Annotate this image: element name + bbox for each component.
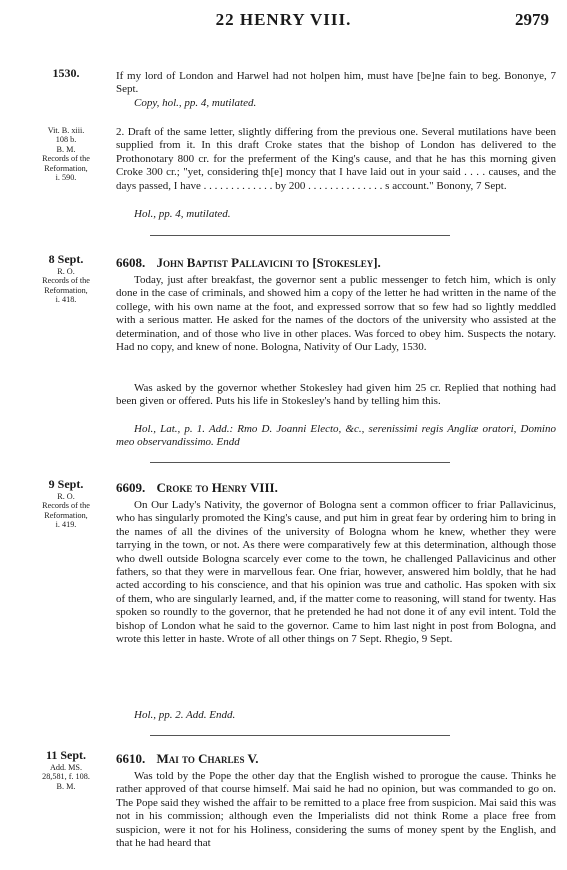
entry-4-margin: [26, 477, 106, 530]
entry-2-ref-line: Vit. B. xiii.: [47, 126, 85, 135]
entry-3-paragraph-1: Today, just after breakfast, the governor sent a public messenger to fetch him, which is only done in the case of criminals, and showed him a copy of the letter he had written in the name of the college, with his own name at the foot, and expressed sorrow that so few had so lightly meddled with a serious matter. He asked for the names of the doctors of the university who assisted at the determination, and of those who live in other places. Was forced to obey him. Suspects the notary. Had no copy, and knew of none. Bologna, Nativity of Our Lady, 1530.: [116, 274, 556, 354]
entry-4-paragraph-1: On Our Lady's Nativity, the governor of Bologna sent a common officer to friar Pallavicinus, who has singularly promoted the King's cause, and put him in great fear by ordering him to bring in the names of all the divines of the university of Bologna whom he knew, whether they were tarrying in the town, or not. As there were comparatively few at this determination, although those who dwell outside Bologna scarcely ever come to the town, he challenged Pallavicinus and other fathers, so that they were in marvellous fear. One friar, however, answered him boldly, that he had acted according to his conscience, and that his opinion was true and catholic. Has spoken with six of them, who are singularly learned, and, if the matter come to reasoning, will stand for twenty. Has spoken so roundly to the governor, that he pretended he had not done it of any evil intent. Told the bishop of London what he said to the governor. Came to him last night in post from Bologna, and wrote this letter in haste. Wrote of all other things on 7 Sept. Rhegio, 9 Sept.: [116, 499, 556, 646]
entry-2-text: 2. Draft of the same letter, slightly differing from the previous one. Several mutilations have been supplied from it. In this draft Croke states that the bishop of London has delivered to the Prothonotary 800 cr. for the preferment of the King's cause, and that he has this morning given Croke 300 cr.; "yet, considering th[e] moncy that I have laid out in your said . . . . causes, and the days passed, I have . . . . . . . . . . . . . by 200 . . . . . . . . . . . . . . s account." Bonony, 7 Sept.: [116, 126, 556, 192]
entry-2-ref-line: B. M.: [56, 144, 76, 154]
entry-4-ref-line: R. O.: [57, 492, 75, 501]
entry-5-ref-line: Add. MS.: [49, 763, 83, 772]
entry-5-title: Mai to Charles V.: [156, 751, 259, 766]
entry-4-ref-line: i. 419.: [55, 520, 77, 530]
entry-2-margin: [26, 126, 106, 182]
entry-4-ref-line: Records of the: [42, 501, 90, 511]
entry-3-ref-line: Reformation,: [44, 285, 88, 295]
entry-3-paragraph-2: Was asked by the governor whether Stokesley had given him 25 cr. Replied that nothing had been given or offered. Puts his life in Stokesley's hand by telling him this.: [116, 382, 556, 408]
entry-2-ref-line: Records of the: [42, 154, 90, 164]
entry-5-paragraph-1: Was told by the Pope the other day that the English wished to prorogue the cause. Thinks he rather approved of that course himself. Mai said he had no opinion, but was commanded to go on. The Pope said they wished the affair to be remitted to a place free from suspicion. Mai said this was not in his commission; although even the Imperialists did not think Rome a place free from suspicion, were it not for his Holiness, considering the sums of money spent by the English, and that he had heard that: [116, 770, 556, 850]
entry-4-heading: [116, 480, 556, 495]
entry-4-number: 6609.: [116, 480, 146, 495]
entry-2-ref-line: i. 590.: [55, 173, 77, 183]
entry-1-margin: [26, 66, 106, 81]
entry-1-description: Copy, hol., pp. 4, mutilated.: [134, 97, 257, 109]
entry-1-text: If my lord of London and Harwel had not holpen him, must have [be]ne fain to beg. Bononye, 7 Sept.: [116, 70, 556, 96]
entry-2-ref-line: 108 b.: [55, 135, 77, 145]
entry-2-ref-line: Reformation,: [44, 163, 88, 173]
entry-5-ref-line: B. M.: [56, 781, 76, 791]
page-number: 2979: [515, 10, 549, 29]
running-header-title: 22 HENRY VIII.: [215, 10, 352, 29]
entry-4-title: Croke to Henry VIII.: [156, 480, 278, 495]
divider: [150, 235, 450, 236]
entry-3-date: 8 Sept.: [48, 252, 84, 266]
entry-3-margin: [26, 252, 106, 305]
divider: [150, 735, 450, 736]
entry-5-ref-line: 28,581, f. 108.: [42, 772, 90, 782]
entry-4-date: 9 Sept.: [48, 477, 84, 491]
entry-3-title: John Baptist Pallavicini to [Stokesley].: [156, 255, 381, 270]
entry-5-date: 11 Sept.: [45, 748, 86, 762]
entry-1-date: 1530.: [52, 66, 80, 80]
divider: [150, 462, 450, 463]
entry-3-heading: [116, 255, 556, 270]
entry-4-ref-line: Reformation,: [44, 510, 88, 520]
entry-3-description: Hol., Lat., p. 1. Add.: Rmo D. Joanni Electo, &c., serenissimi regis Angliæ oratori, Domino meo observandissimo. Endd: [116, 423, 556, 449]
entry-3-ref-line: R. O.: [57, 267, 75, 276]
entry-5-heading: [116, 751, 556, 766]
entry-5-margin: [26, 748, 106, 791]
entry-3-ref-line: Records of the: [42, 276, 90, 286]
entry-4-description: Hol., pp. 2. Add. Endd.: [134, 709, 236, 721]
entry-2-description: Hol., pp. 4, mutilated.: [134, 208, 231, 220]
entry-3-ref-line: i. 418.: [55, 295, 77, 305]
entry-3-number: 6608.: [116, 255, 146, 270]
entry-5-number: 6610.: [116, 751, 146, 766]
